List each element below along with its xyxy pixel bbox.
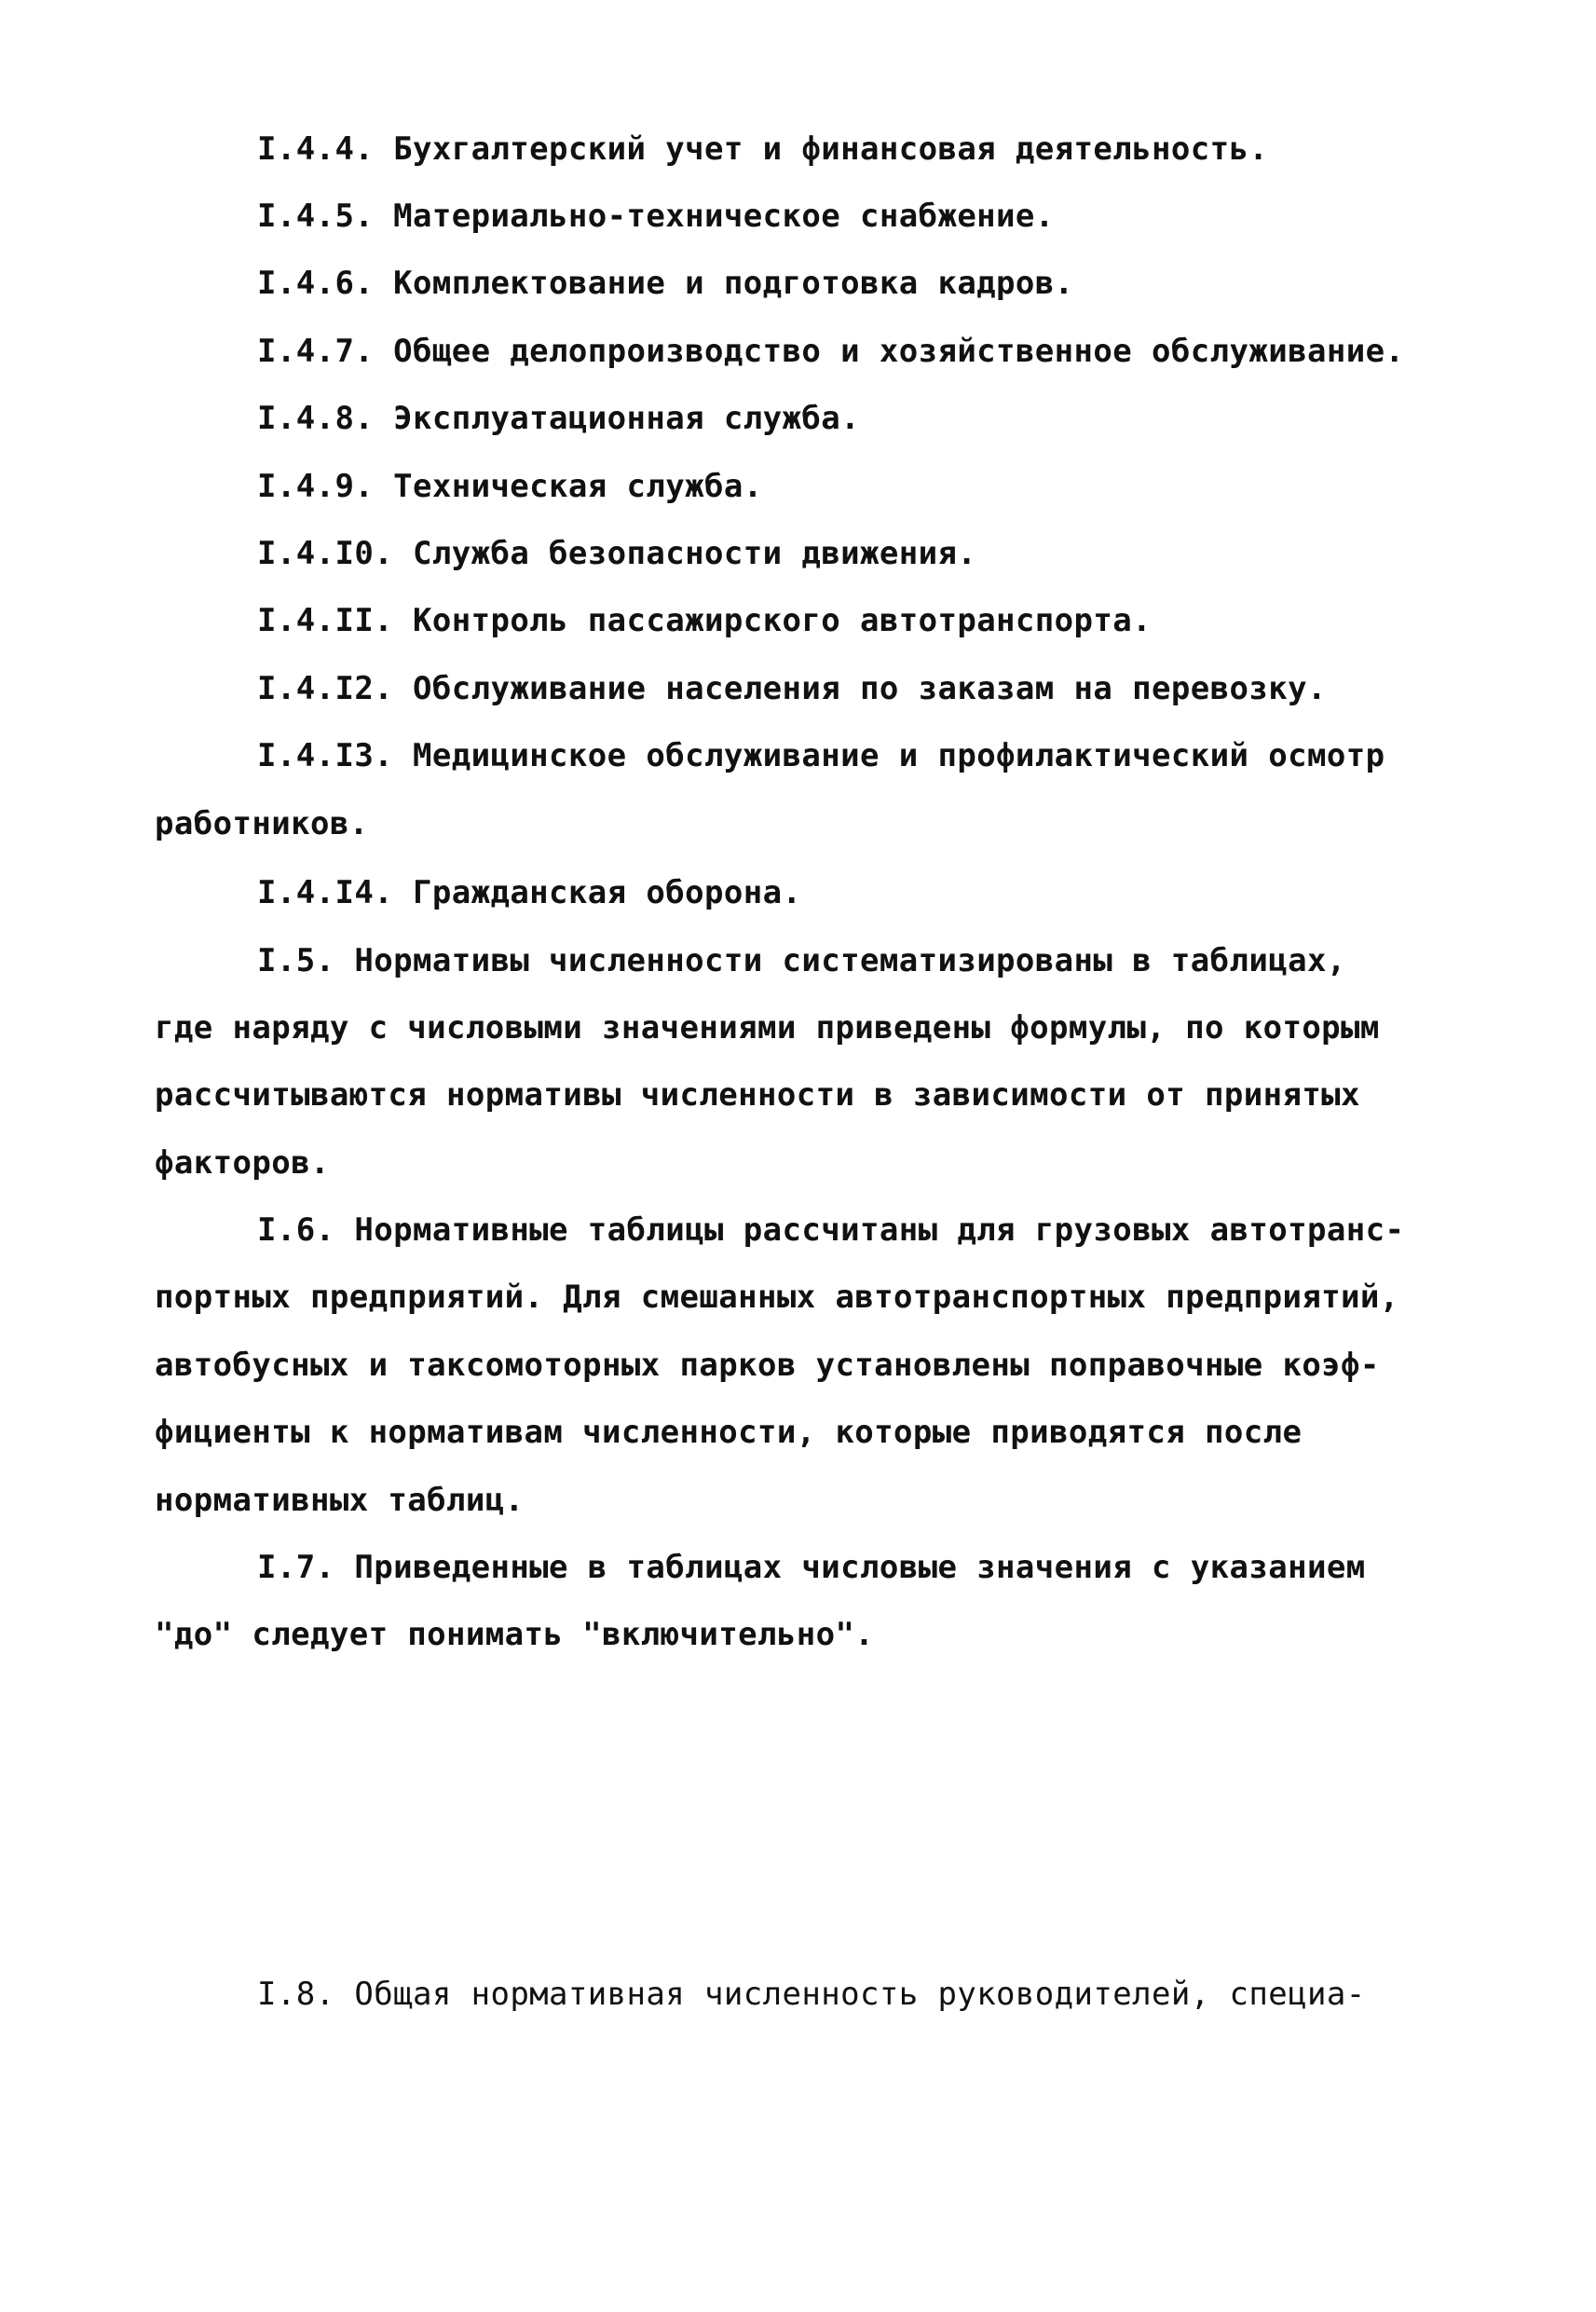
paragraph-line xyxy=(257,1211,1404,1249)
item-number: I.4.I2. xyxy=(257,670,394,707)
paragraph-number: I.7. xyxy=(257,1549,335,1586)
paragraph-number: I.5. xyxy=(257,942,335,979)
item-number: I.4.4. xyxy=(257,130,375,168)
paragraph-text: Нормативы численности систематизированы в таблицах, xyxy=(354,942,1346,979)
item-line xyxy=(257,602,1152,639)
item-text: Бухгалтерский учет и финансовая деятельность. xyxy=(393,130,1269,168)
item-text: Контроль пассажирского автотранспорта. xyxy=(412,602,1153,639)
item-number: I.4.II. xyxy=(257,602,394,639)
item-continuation xyxy=(155,805,369,842)
item-number: I.4.I4. xyxy=(257,874,394,911)
paragraph-text: факторов. xyxy=(155,1144,330,1182)
paragraph-text: нормативных таблиц. xyxy=(155,1482,525,1519)
item-line xyxy=(257,535,976,572)
paragraph-line xyxy=(257,1976,1366,2013)
item-number: I.4.I0. xyxy=(257,535,394,572)
item-text: Комплектование и подготовка кадров. xyxy=(393,265,1074,302)
item-text: Эксплуатационная служба. xyxy=(393,400,860,437)
item-line xyxy=(257,130,1268,168)
item-number: I.4.8. xyxy=(257,400,375,437)
paragraph-line xyxy=(257,942,1346,979)
item-number: I.4.6. xyxy=(257,265,375,302)
item-text: Общее делопроизводство и хозяйственное обслуживание. xyxy=(393,333,1405,370)
item-number: I.4.5. xyxy=(257,198,375,235)
item-text: Техническая служба. xyxy=(393,468,763,505)
item-line xyxy=(257,400,860,437)
item-text: Материально-техническое снабжение. xyxy=(393,198,1055,235)
paragraph-number: I.8. xyxy=(257,1976,335,2013)
paragraph-text: "до" следует понимать "включительно". xyxy=(155,1616,875,1653)
paragraph-line xyxy=(155,1279,1399,1316)
paragraph-text: рассчитываются нормативы численности в зависимости от принятых xyxy=(155,1076,1360,1114)
paragraph-text: Общая нормативная численность руководителей, специа- xyxy=(354,1976,1366,2013)
item-line xyxy=(257,670,1327,707)
paragraph-line xyxy=(155,1144,330,1182)
item-number: I.4.I3. xyxy=(257,737,394,774)
paragraph-text: фициенты к нормативам численности, которые приводятся после xyxy=(155,1414,1303,1451)
paragraph-text: Нормативные таблицы рассчитаны для грузовых автотранс- xyxy=(354,1211,1405,1249)
paragraph-number: I.6. xyxy=(257,1211,335,1249)
item-line xyxy=(257,874,801,911)
item-text: работников. xyxy=(155,805,369,842)
paragraph-line xyxy=(155,1482,525,1519)
paragraph-line xyxy=(155,1414,1302,1451)
item-line xyxy=(257,737,1385,774)
paragraph-text: Приведенные в таблицах числовые значения с указанием xyxy=(354,1549,1366,1586)
item-line xyxy=(257,333,1404,370)
item-text: Медицинское обслуживание и профилактический осмотр xyxy=(412,737,1385,774)
item-line xyxy=(257,198,1055,235)
paragraph-text: автобусных и таксомоторных парков установлены поправочные коэф- xyxy=(155,1347,1380,1384)
paragraph-text: портных предприятий. Для смешанных автотранспортных предприятий, xyxy=(155,1279,1399,1316)
paragraph-text: где наряду с числовыми значениями приведены формулы, по которым xyxy=(155,1009,1380,1047)
item-line xyxy=(257,468,763,505)
item-text: Гражданская оборона. xyxy=(412,874,802,911)
item-line xyxy=(257,265,1074,302)
item-number: I.4.7. xyxy=(257,333,375,370)
paragraph-line xyxy=(257,1549,1366,1586)
paragraph-line xyxy=(155,1616,874,1653)
item-text: Обслуживание населения по заказам на перевозку. xyxy=(412,670,1327,707)
paragraph-line xyxy=(155,1347,1380,1384)
item-text: Служба безопасности движения. xyxy=(412,535,977,572)
paragraph-line xyxy=(155,1009,1380,1047)
paragraph-line xyxy=(155,1076,1360,1114)
item-number: I.4.9. xyxy=(257,468,375,505)
